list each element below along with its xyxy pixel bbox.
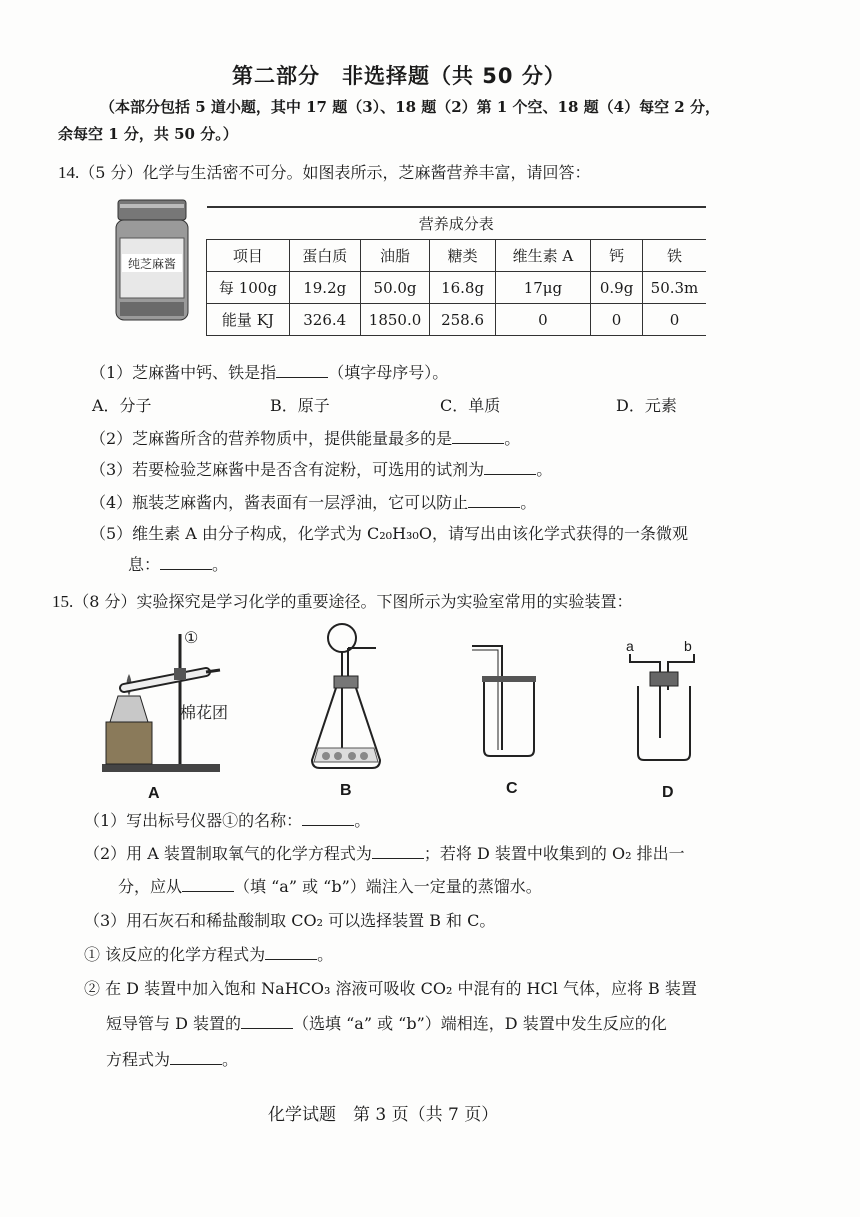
q15-sub3: （3）用石灰石和稀盐酸制取 CO₂ 可以选择装置 B 和 C。 (84, 911, 496, 930)
nutrition-table (206, 206, 706, 336)
answer-blank[interactable] (468, 493, 520, 508)
answer-blank[interactable] (302, 811, 354, 826)
table-row (207, 304, 707, 336)
period: 。 (536, 460, 553, 479)
table-cell: 0 (591, 304, 643, 336)
table-caption: 营养成分表 (207, 207, 707, 240)
section-note-line2: 余每空 1 分，共 50 分。） (58, 125, 238, 143)
table-header-row (207, 240, 707, 272)
q14-sub1 (90, 360, 448, 383)
answer-blank[interactable] (276, 363, 328, 378)
question-15-stem (52, 589, 633, 612)
sub-question-text: （选填 “a” 或 “b”）端相连，D 装置中发生反应的化 (293, 1014, 667, 1033)
instrument-marker: ① (184, 628, 199, 647)
page-footer: 化学试题 第 3 页（共 7 页） (268, 1105, 499, 1125)
section-title: 第二部分 非选择题（共 50 分） (232, 64, 566, 88)
sub-question-text: 息： (128, 555, 161, 574)
sub-question-text: （2）用 A 装置制取氧气的化学方程式为 (84, 844, 372, 863)
table-cell: 0 (495, 304, 591, 336)
section-note-line1: （本部分包括 5 道小题，其中 17 题（3）、18 题（2）第 1 个空、18 题（4）每空 2 分， (100, 98, 720, 116)
answer-blank[interactable] (241, 1014, 293, 1029)
period: 。 (354, 811, 371, 830)
question-14-stem (58, 160, 591, 183)
apparatus-label-a: A (148, 785, 160, 802)
table-header-cell: 糖类 (430, 240, 495, 272)
table-cell: 258.6 (430, 304, 495, 336)
question-number: 15. (52, 592, 74, 611)
period: 。 (212, 555, 229, 574)
sub-question-text: 短导管与 D 装置的 (106, 1014, 242, 1033)
nutrition-table-wrap (206, 206, 706, 336)
question-stem: （5 分）化学与生活密不可分。如图表所示，芝麻酱营养丰富，请回答： (79, 163, 591, 182)
apparatus-b-diagram (302, 620, 394, 778)
sesame-paste-jar-image (112, 198, 192, 326)
q15-sub1 (84, 808, 370, 831)
apparatus-label-d: D (662, 784, 674, 801)
answer-blank[interactable] (372, 844, 424, 859)
answer-blank[interactable] (182, 877, 234, 892)
table-cell: 50.0g (360, 272, 430, 304)
table-header-cell: 钙 (591, 240, 643, 272)
answer-blank[interactable] (452, 429, 504, 444)
table-cell: 0 (642, 304, 706, 336)
q14-sub5-line1: （5）维生素 A 由分子构成，化学式为 C₂₀H₃₀O，请写出由该化学式获得的一条微观 (90, 524, 688, 543)
sub-question-text: （3）若要检验芝麻酱中是否含有淀粉，可选用的试剂为 (90, 460, 485, 479)
sub-question-text: （填 “a” 或 “b”）端注入一定量的蒸馏水。 (234, 877, 542, 896)
period: 。 (520, 493, 537, 512)
answer-blank[interactable] (484, 460, 536, 475)
sub-question-text: （4）瓶装芝麻酱内，酱表面有一层浮油，它可以防止 (90, 493, 469, 512)
option-d[interactable]: D．元素 (616, 396, 677, 415)
table-cell: 50.3m (642, 272, 706, 304)
port-a-label: a (626, 638, 634, 654)
jar-label: 纯芝麻酱 (127, 257, 177, 271)
table-header-cell: 项目 (207, 240, 290, 272)
table-cell: 17μg (495, 272, 591, 304)
q15-sub2-line2 (118, 874, 542, 897)
sub-question-tail: （填字母序号）。 (328, 363, 449, 382)
answer-blank[interactable] (160, 555, 212, 570)
table-cell: 1850.0 (360, 304, 430, 336)
option-c[interactable]: C．单质 (440, 396, 501, 415)
table-cell: 每 100g (207, 272, 290, 304)
table-cell: 326.4 (289, 304, 360, 336)
sub-question-text: 分，应从 (118, 877, 183, 896)
apparatus-label-c: C (506, 780, 518, 797)
q15-sub3-2-line2 (106, 1011, 667, 1034)
table-row (207, 272, 707, 304)
table-cell: 19.2g (289, 272, 360, 304)
q15-sub2-line1 (84, 841, 685, 864)
sub-question-text: ；若将 D 装置中收集到的 O₂ 排出一 (423, 844, 685, 863)
table-header-cell: 油脂 (360, 240, 430, 272)
table-header-cell: 维生素 A (495, 240, 591, 272)
port-b-label: b (684, 638, 692, 654)
period: 。 (504, 429, 521, 448)
cotton-label: 棉花团 (180, 703, 229, 722)
q14-sub5-line2 (128, 552, 228, 575)
table-caption-row (207, 207, 707, 240)
table-cell: 16.8g (430, 272, 495, 304)
sub-question-text: （1）写出标号仪器①的名称： (84, 811, 303, 830)
q14-sub4 (90, 490, 536, 513)
sub-question-text: （1）芝麻酱中钙、铁是指 (90, 363, 277, 382)
sub-question-text: 方程式为 (106, 1050, 171, 1069)
table-header-cell: 蛋白质 (289, 240, 360, 272)
period: 。 (317, 945, 334, 964)
period: 。 (222, 1050, 239, 1069)
sub-question-text: ① 该反应的化学方程式为 (84, 945, 266, 964)
option-a[interactable]: A．分子 (92, 396, 152, 415)
q15-sub3-1 (84, 942, 333, 965)
question-stem: （8 分）实验探究是学习化学的重要途径。下图所示为实验室常用的实验装置： (73, 592, 633, 611)
question-number: 14. (58, 163, 80, 182)
q14-sub2 (90, 426, 520, 449)
q14-sub3 (90, 457, 552, 480)
answer-blank[interactable] (170, 1050, 222, 1065)
apparatus-label-b: B (340, 782, 352, 799)
table-cell: 能量 KJ (207, 304, 290, 336)
answer-blank[interactable] (265, 945, 317, 960)
q15-sub3-2-line1: ② 在 D 装置中加入饱和 NaHCO₃ 溶液可吸收 CO₂ 中混有的 HCl 气体，应将 B 装置 (84, 979, 697, 998)
option-b[interactable]: B．原子 (270, 396, 330, 415)
table-header-cell: 铁 (642, 240, 706, 272)
sub-question-text: （2）芝麻酱所含的营养物质中，提供能量最多的是 (90, 429, 453, 448)
apparatus-c-diagram (468, 638, 548, 758)
table-cell: 0.9g (591, 272, 643, 304)
apparatus-d-diagram (624, 640, 704, 762)
q15-sub3-2-line3 (106, 1047, 238, 1070)
